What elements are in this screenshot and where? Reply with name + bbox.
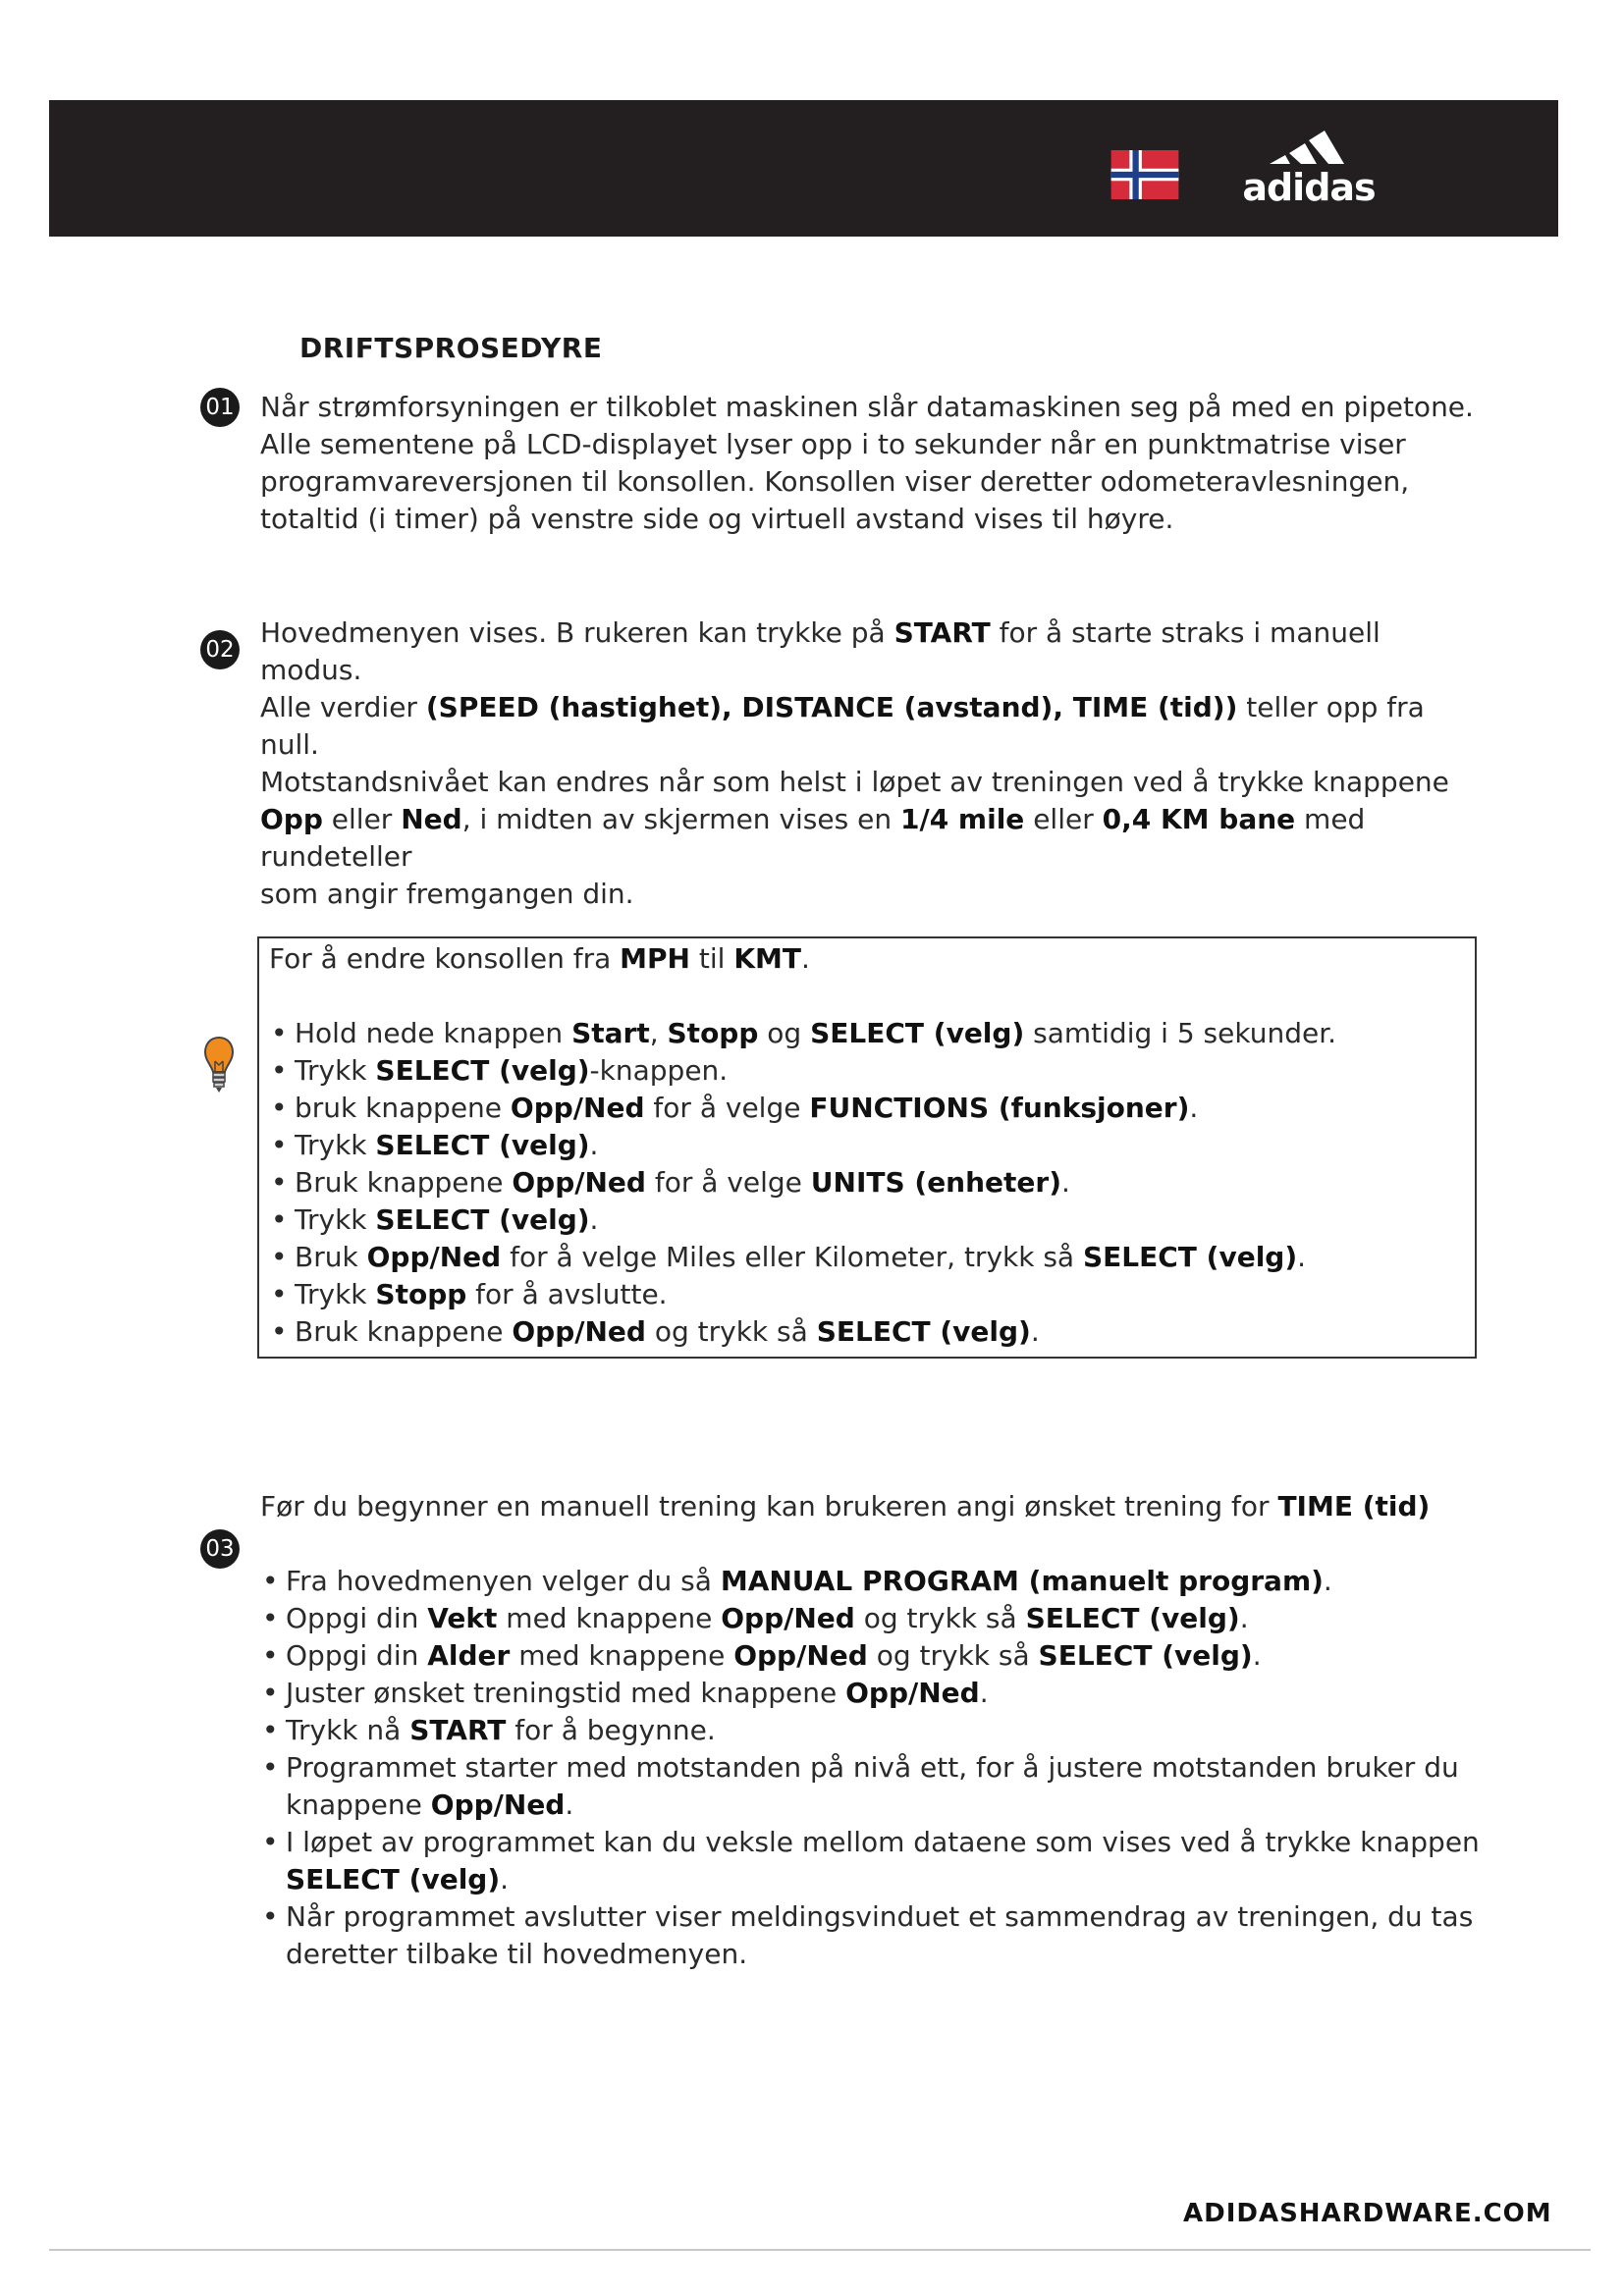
bold-term: START: [893, 616, 991, 649]
text-run: og trykk så: [854, 1602, 1026, 1634]
bold-term: MANUAL PROGRAM (manuelt program): [720, 1565, 1324, 1597]
tip-list: [269, 1015, 1465, 1351]
text-run: Motstandsnivået kan endres når som helst i løpet av treningen ved å trykke knappene: [260, 766, 1449, 798]
text-run: for å begynne.: [506, 1714, 716, 1746]
text-run: .: [500, 1863, 510, 1896]
bold-term: Opp/Ned: [845, 1677, 980, 1709]
text-run: .: [979, 1677, 989, 1709]
adidas-logo: [1240, 123, 1378, 213]
text-run: eller: [1024, 803, 1103, 835]
step-badge-01: 01: [200, 388, 240, 427]
page-title: DRIFTSPROSEDYRE: [299, 332, 603, 364]
text-run: teller opp fra null.: [260, 691, 1425, 761]
text-run: Hovedmenyen vises. B rukeren kan trykke på: [260, 616, 894, 649]
paragraph-line: [260, 876, 1488, 913]
text-run: , i midten av skjermen vises en: [461, 803, 900, 835]
paragraph-line: [260, 801, 1488, 876]
paragraph-line: [260, 463, 1488, 501]
step-03-list: [260, 1563, 1492, 1973]
norway-flag-icon: [1110, 150, 1179, 199]
text-run: Hold nede knappen: [295, 1017, 572, 1049]
bold-term: SELECT (velg): [1025, 1602, 1240, 1634]
bold-term: Opp: [260, 803, 323, 835]
bold-term: SELECT (velg): [810, 1017, 1025, 1049]
text-run: Oppgi din: [286, 1602, 428, 1634]
text-run: for å velge: [644, 1092, 810, 1124]
list-item: [260, 1563, 1492, 1600]
step-02-text: [260, 614, 1488, 913]
text-run: .: [1297, 1241, 1307, 1273]
text-run: Trykk nå: [286, 1714, 410, 1746]
list-item: [260, 1749, 1492, 1824]
text-run: for å starte straks i manuell modus.: [260, 616, 1380, 686]
text-run: Oppgi din: [286, 1639, 428, 1672]
bold-term: MPH: [620, 942, 690, 975]
text-run: som angir fremgangen din.: [260, 878, 634, 910]
text-run: for å velge: [645, 1166, 811, 1199]
bold-term: SELECT (velg): [375, 1054, 590, 1087]
text-run: Trykk: [295, 1129, 376, 1161]
list-item: [269, 1127, 1465, 1164]
bold-term: SELECT (velg): [375, 1129, 590, 1161]
bold-term: SELECT (velg): [286, 1863, 501, 1896]
paragraph-line: [260, 764, 1488, 801]
adidas-logo-text: adidas: [1242, 166, 1376, 209]
text-run: samtidig i 5 sekunder.: [1024, 1017, 1337, 1049]
text-run: Alle verdier: [260, 691, 426, 723]
list-item: [269, 1052, 1465, 1090]
bold-term: Stopp: [667, 1017, 759, 1049]
bold-term: 1/4 mile: [899, 803, 1025, 835]
paragraph-line: [260, 689, 1488, 764]
bold-term: Opp/Ned: [510, 1092, 645, 1124]
bold-term: Opp/Ned: [721, 1602, 855, 1634]
list-item: [269, 1239, 1465, 1276]
text-run: .: [1030, 1315, 1040, 1348]
text-run: For å endre konsollen fra: [269, 942, 621, 975]
text-run: Bruk knappene: [295, 1166, 513, 1199]
step-badge-03: 03: [200, 1529, 240, 1569]
text-run: Trykk: [295, 1054, 376, 1087]
bold-term: Opp/Ned: [512, 1166, 646, 1199]
text-run: I løpet av programmet kan du veksle mellom dataene som vises ved å trykke knappen: [286, 1826, 1480, 1858]
paragraph-line: [260, 501, 1488, 538]
list-item: [269, 1015, 1465, 1052]
list-item: [269, 1276, 1465, 1313]
text-run: eller: [322, 803, 402, 835]
list-item: [269, 1201, 1465, 1239]
bold-term: Opp/Ned: [733, 1639, 868, 1672]
bold-term: SELECT (velg): [1038, 1639, 1253, 1672]
bold-term: Opp/Ned: [512, 1315, 646, 1348]
paragraph-line: [260, 389, 1488, 426]
text-run: Juster ønsket treningstid med knappene: [286, 1677, 846, 1709]
text-run: med knappene: [510, 1639, 734, 1672]
bold-term: UNITS (enheter): [810, 1166, 1062, 1199]
text-run: programvareversjonen til konsollen. Konsollen viser deretter odometeravlesningen,: [260, 465, 1410, 498]
text-run: med knappene: [497, 1602, 722, 1634]
text-run: Fra hovedmenyen velger du så: [286, 1565, 721, 1597]
bold-term: SELECT (velg): [375, 1203, 590, 1236]
list-item: [260, 1898, 1492, 1973]
tip-box: [257, 936, 1477, 1359]
text-run: .: [565, 1789, 574, 1821]
bold-term: Alder: [427, 1639, 511, 1672]
text-run: Trykk: [295, 1278, 376, 1310]
text-run: totaltid (i timer) på venstre side og virtuell avstand vises til høyre.: [260, 503, 1174, 535]
text-run: .: [801, 942, 810, 975]
step-03-intro: [260, 1488, 1488, 1525]
list-item: [260, 1824, 1492, 1898]
text-run: .: [589, 1203, 599, 1236]
bold-term: 0,4 KM bane: [1102, 803, 1296, 835]
list-item: [260, 1712, 1492, 1749]
list-item: [260, 1637, 1492, 1675]
text-run: og: [758, 1017, 811, 1049]
text-run: og trykk så: [645, 1315, 817, 1348]
bold-term: Ned: [401, 803, 462, 835]
text-run: Bruk knappene: [295, 1315, 513, 1348]
text-run: til: [689, 942, 734, 975]
bold-term: SELECT (velg): [1083, 1241, 1298, 1273]
text-run: Bruk: [295, 1241, 367, 1273]
lightbulb-icon: [203, 1036, 235, 1096]
text-run: Trykk: [295, 1203, 376, 1236]
text-run: .: [1323, 1565, 1332, 1597]
list-item: [260, 1600, 1492, 1637]
bold-term: Opp/Ned: [366, 1241, 502, 1273]
bold-term: SELECT (velg): [816, 1315, 1031, 1348]
paragraph-line: [260, 426, 1488, 463]
text-run: Når programmet avslutter viser meldingsvinduet et sammendrag av treningen, du tas deretter tilbake til hovedmenyen.: [286, 1900, 1474, 1970]
text-run: for å avslutte.: [466, 1278, 668, 1310]
text-run: for å velge Miles eller Kilometer, trykk så: [501, 1241, 1083, 1273]
text-run: bruk knappene: [295, 1092, 511, 1124]
bold-term: TIME (tid): [1277, 1490, 1431, 1522]
footer-divider: [49, 2249, 1591, 2251]
bold-term: Opp/Ned: [430, 1789, 566, 1821]
tip-intro: [269, 940, 1465, 978]
bold-term: Vekt: [427, 1602, 498, 1634]
text-run: .: [589, 1129, 599, 1161]
paragraph-line: [260, 614, 1488, 689]
list-item: [260, 1675, 1492, 1712]
text-run: Alle sementene på LCD-displayet lyser opp i to sekunder når en punktmatrise viser: [260, 428, 1406, 460]
bold-term: START: [409, 1714, 507, 1746]
list-item: [269, 1090, 1465, 1127]
text-run: .: [1239, 1602, 1249, 1634]
text-run: Programmet starter med motstanden på nivå ett, for å justere motstanden bruker du knappene: [286, 1751, 1459, 1821]
text-run: Når strømforsyningen er tilkoblet maskinen slår datamaskinen seg på med en pipetone.: [260, 391, 1474, 423]
text-run: .: [1189, 1092, 1199, 1124]
text-run: .: [1061, 1166, 1070, 1199]
bold-term: Stopp: [375, 1278, 467, 1310]
text-run: ,: [649, 1017, 668, 1049]
text-run: Før du begynner en manuell trening kan brukeren angi ønsket trening for: [260, 1490, 1278, 1522]
adidas-stripes-icon: [1268, 123, 1350, 172]
bold-term: FUNCTIONS (funksjoner): [809, 1092, 1190, 1124]
bold-term: (SPEED (hastighet), DISTANCE (avstand), TIME (tid)): [425, 691, 1238, 723]
text-run: -knappen.: [589, 1054, 729, 1087]
step-01-text: [260, 389, 1488, 538]
text-run: .: [1252, 1639, 1262, 1672]
text-run: med rundeteller: [260, 803, 1366, 873]
bold-term: Start: [571, 1017, 650, 1049]
list-item: [269, 1313, 1465, 1351]
step-badge-02: 02: [200, 630, 240, 669]
footer-url[interactable]: ADIDASHARDWARE.COM: [1183, 2199, 1552, 2228]
bold-term: KMT: [733, 942, 801, 975]
list-item: [269, 1164, 1465, 1201]
text-run: og trykk så: [867, 1639, 1039, 1672]
